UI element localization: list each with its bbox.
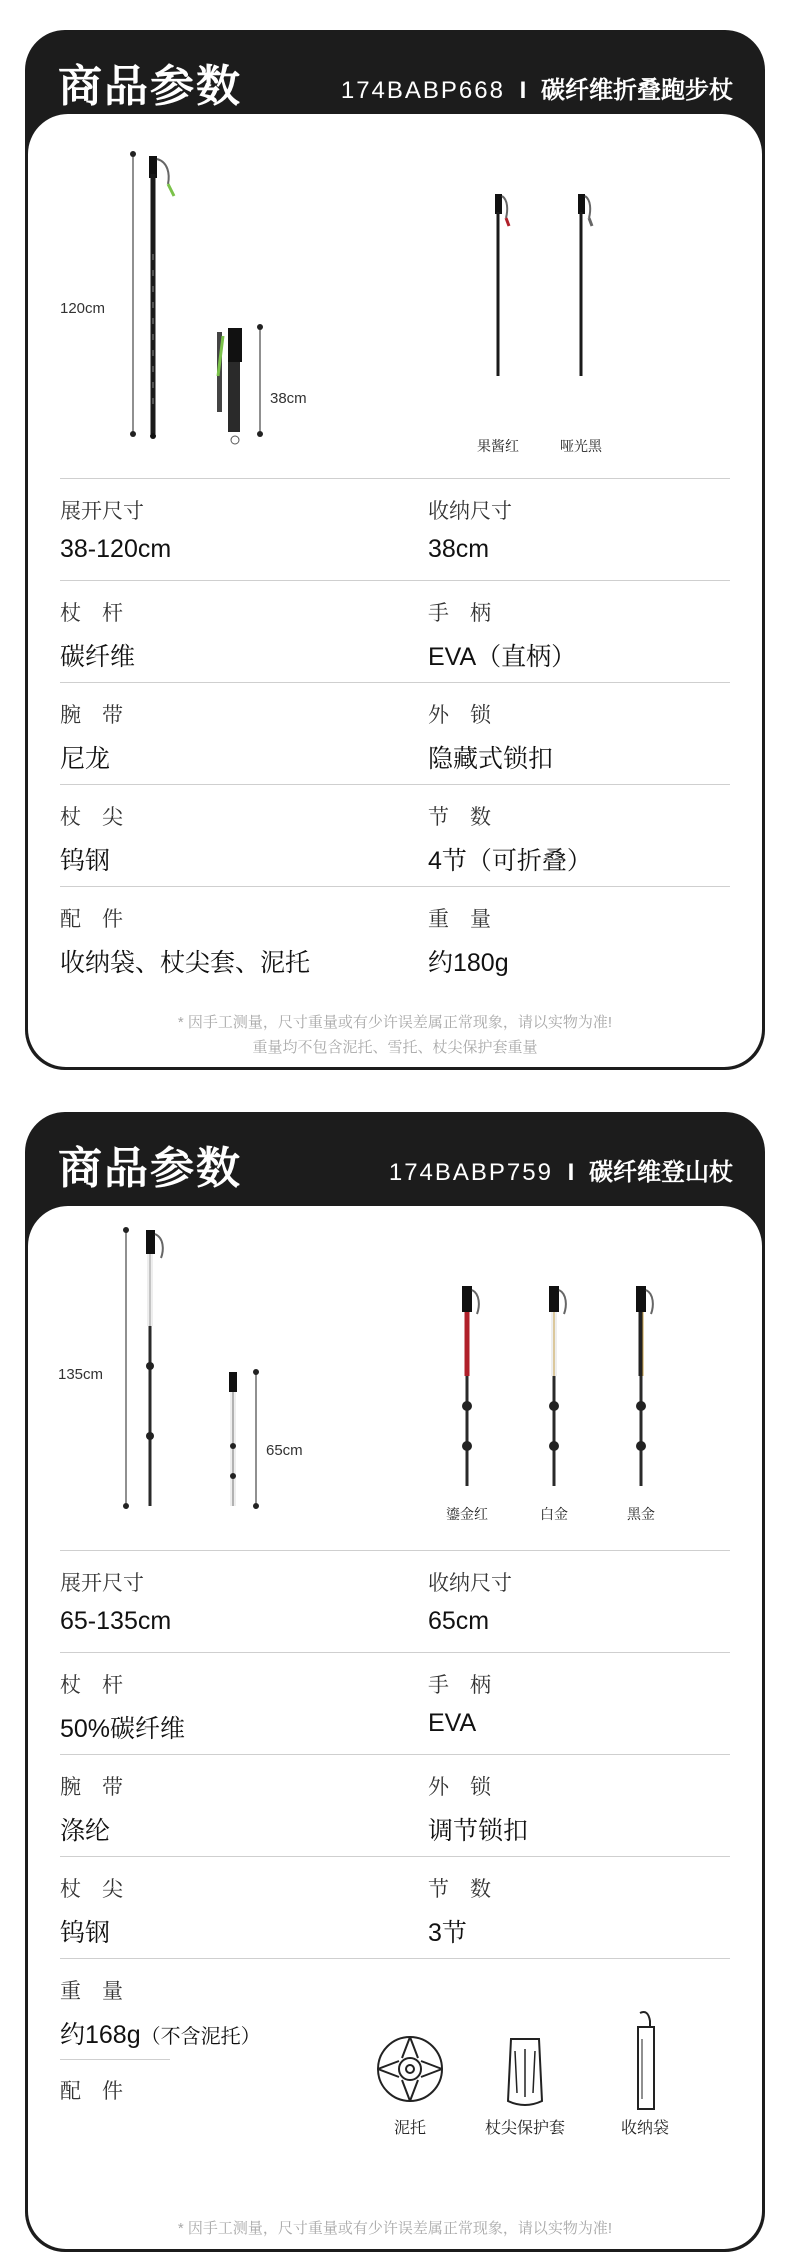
separator: I (567, 1159, 575, 1186)
spec-label: 重 量 (60, 1980, 123, 2003)
spec-label: 重 量 (428, 908, 491, 931)
pole-red-gold-variant (462, 1286, 479, 1486)
pole-black-gold-variant (636, 1286, 653, 1486)
pole-white-gold-variant (549, 1286, 566, 1486)
spec-value: 尼龙 (60, 745, 111, 773)
spec-label: 手 柄 (428, 1674, 491, 1697)
color-name: 白金 (540, 1506, 568, 1522)
disclaimer-line: * 因手工测量，尺寸重量或有少许误差属正常现象，请以实物为准! (177, 2220, 613, 2237)
spec-value: 38cm (428, 535, 490, 563)
color-name: 果酱红 (477, 438, 519, 454)
weight-value: 约168g (60, 2021, 141, 2049)
accessory-mud-basket (370, 2029, 450, 2139)
row-divider (60, 2059, 170, 2060)
folded-length-label: 65cm (266, 1442, 303, 1459)
model-code: 174BABP668 (340, 77, 505, 104)
spec-row-weight (60, 1958, 730, 2159)
card-title: 商品参数 (58, 62, 242, 111)
pole-red-variant (495, 194, 509, 376)
spec-table (60, 478, 730, 988)
model-heading (389, 1152, 733, 1187)
spec-label: 腕 带 (60, 1776, 123, 1799)
model-name: 碳纤维登山杖 (589, 1159, 733, 1186)
disclaimer-line: 重量均不包含泥托、雪托、杖尖保护套重量 (252, 1039, 538, 1056)
spec-value: 钨钢 (60, 1919, 111, 1947)
color-name: 哑光黑 (560, 438, 602, 454)
product-hero-image (28, 114, 762, 474)
extended-length-label: 120cm (60, 300, 106, 317)
spec-value: 65cm (428, 1607, 490, 1635)
measurement-disclaimer (28, 1010, 762, 1060)
spec-value: 隐藏式锁扣 (428, 745, 554, 773)
spec-label: 杖 尖 (60, 1878, 123, 1901)
storage-bag-icon (600, 2009, 690, 2113)
spec-label: 节 数 (428, 1878, 491, 1901)
spec-row (60, 784, 730, 886)
spec-label: 杖 杆 (60, 1674, 123, 1697)
spec-value (60, 2015, 261, 2051)
spec-value: EVA（直柄） (428, 643, 577, 671)
spec-value: 涤纶 (60, 1817, 111, 1845)
color-name: 鎏金红 (446, 1506, 488, 1522)
trekking-pole-illustration (28, 114, 762, 474)
card-body (28, 1206, 762, 2249)
pole-folded (217, 324, 263, 444)
accessory-label: 收纳袋 (620, 2120, 669, 2137)
disclaimer-line: * 因手工测量，尺寸重量或有少许误差属正常现象，请以实物为准! (177, 1014, 613, 1031)
spec-row (60, 1550, 730, 1652)
spec-value: EVA (428, 1709, 477, 1737)
weight-note: （不含泥托） (140, 2026, 261, 2048)
spec-value: 调节锁扣 (428, 1817, 529, 1845)
extended-length-label: 135cm (58, 1366, 104, 1383)
accessory-label: 泥托 (393, 2120, 426, 2137)
spec-value: 钨钢 (60, 847, 111, 875)
spec-value: 碳纤维 (60, 643, 136, 671)
model-heading (341, 70, 733, 105)
pole-extended (130, 151, 174, 439)
mud-basket-icon (370, 2029, 450, 2109)
product-hero-image (28, 1206, 762, 1546)
card-header (25, 1112, 765, 1218)
accessory-label: 杖尖保护套 (484, 2120, 565, 2137)
measurement-disclaimer (28, 2216, 762, 2241)
spec-label: 杖 杆 (60, 602, 123, 625)
card-title: 商品参数 (58, 1144, 242, 1193)
product-spec-card-2 (25, 1112, 765, 2252)
separator: I (519, 77, 527, 104)
model-code: 174BABP759 (388, 1159, 553, 1186)
product-spec-card-1 (25, 30, 765, 1070)
pole-folded (229, 1369, 259, 1509)
tip-cover-icon (470, 2029, 580, 2109)
spec-label: 配 件 (60, 908, 123, 931)
spec-value: 3节 (428, 1919, 467, 1947)
trekking-pole-illustration (28, 1206, 762, 1546)
spec-label: 节 数 (428, 806, 491, 829)
spec-label: 手 柄 (428, 602, 491, 625)
pole-black-variant (578, 194, 592, 376)
spec-row (60, 682, 730, 784)
folded-length-label: 38cm (270, 390, 307, 407)
accessory-tip-cover (470, 2029, 580, 2139)
spec-label: 外 锁 (428, 704, 491, 727)
spec-row (60, 1652, 730, 1754)
spec-label: 展开尺寸 (60, 500, 144, 523)
spec-label: 配 件 (60, 2080, 123, 2103)
spec-row (60, 1754, 730, 1856)
spec-value: 65-135cm (60, 1607, 172, 1635)
spec-value: 4节（可折叠） (428, 847, 592, 875)
spec-row (60, 580, 730, 682)
spec-table (60, 1550, 730, 2159)
spec-row (60, 1856, 730, 1958)
spec-label: 展开尺寸 (60, 1572, 144, 1595)
spec-row (60, 478, 730, 580)
spec-value: 50%碳纤维 (60, 1715, 186, 1743)
spec-label: 收纳尺寸 (428, 500, 512, 523)
spec-label: 腕 带 (60, 704, 123, 727)
spec-value: 38-120cm (60, 535, 172, 563)
spec-value: 收纳袋、杖尖套、泥托 (60, 949, 311, 977)
spec-label: 外 锁 (428, 1776, 491, 1799)
spec-row (60, 886, 730, 988)
spec-label: 收纳尺寸 (428, 1572, 512, 1595)
spec-value: 约180g (428, 949, 509, 977)
spec-label: 杖 尖 (60, 806, 123, 829)
color-name: 黑金 (627, 1506, 655, 1522)
pole-extended (123, 1227, 163, 1509)
card-body (28, 114, 762, 1067)
model-name: 碳纤维折叠跑步杖 (541, 77, 733, 104)
accessory-storage-bag (600, 2009, 690, 2139)
